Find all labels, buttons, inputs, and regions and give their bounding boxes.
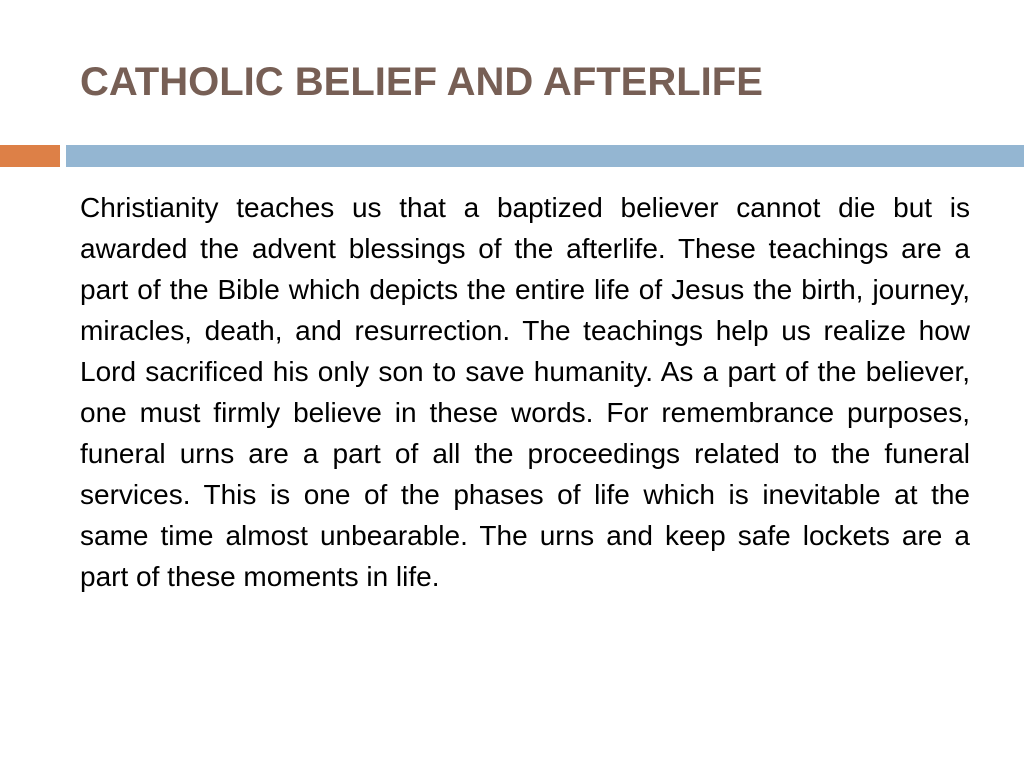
title-accent-bar-blue [66, 145, 1024, 167]
body-paragraph: Christianity teaches us that a baptized believer cannot die but is awarded the advent blessings of the afterlife. These teachings are a part of the Bible which depicts the entire life of Jesus the birth, journey, miracles, death, and resurrection. The teachings help us realize how Lord sacrificed his only son to save humanity. As a part of the believer, one must firmly believe in these words. For remembrance purposes, funeral urns are a part of all the proceedings related to the funeral services. This is one of the phases of life which is inevitable at the same time almost unbearable. The urns and keep safe lockets are a part of these moments in life. [80, 192, 970, 592]
title-accent-bar-orange [0, 145, 60, 167]
slide-title: CATHOLIC BELIEF AND AFTERLIFE [80, 60, 763, 104]
